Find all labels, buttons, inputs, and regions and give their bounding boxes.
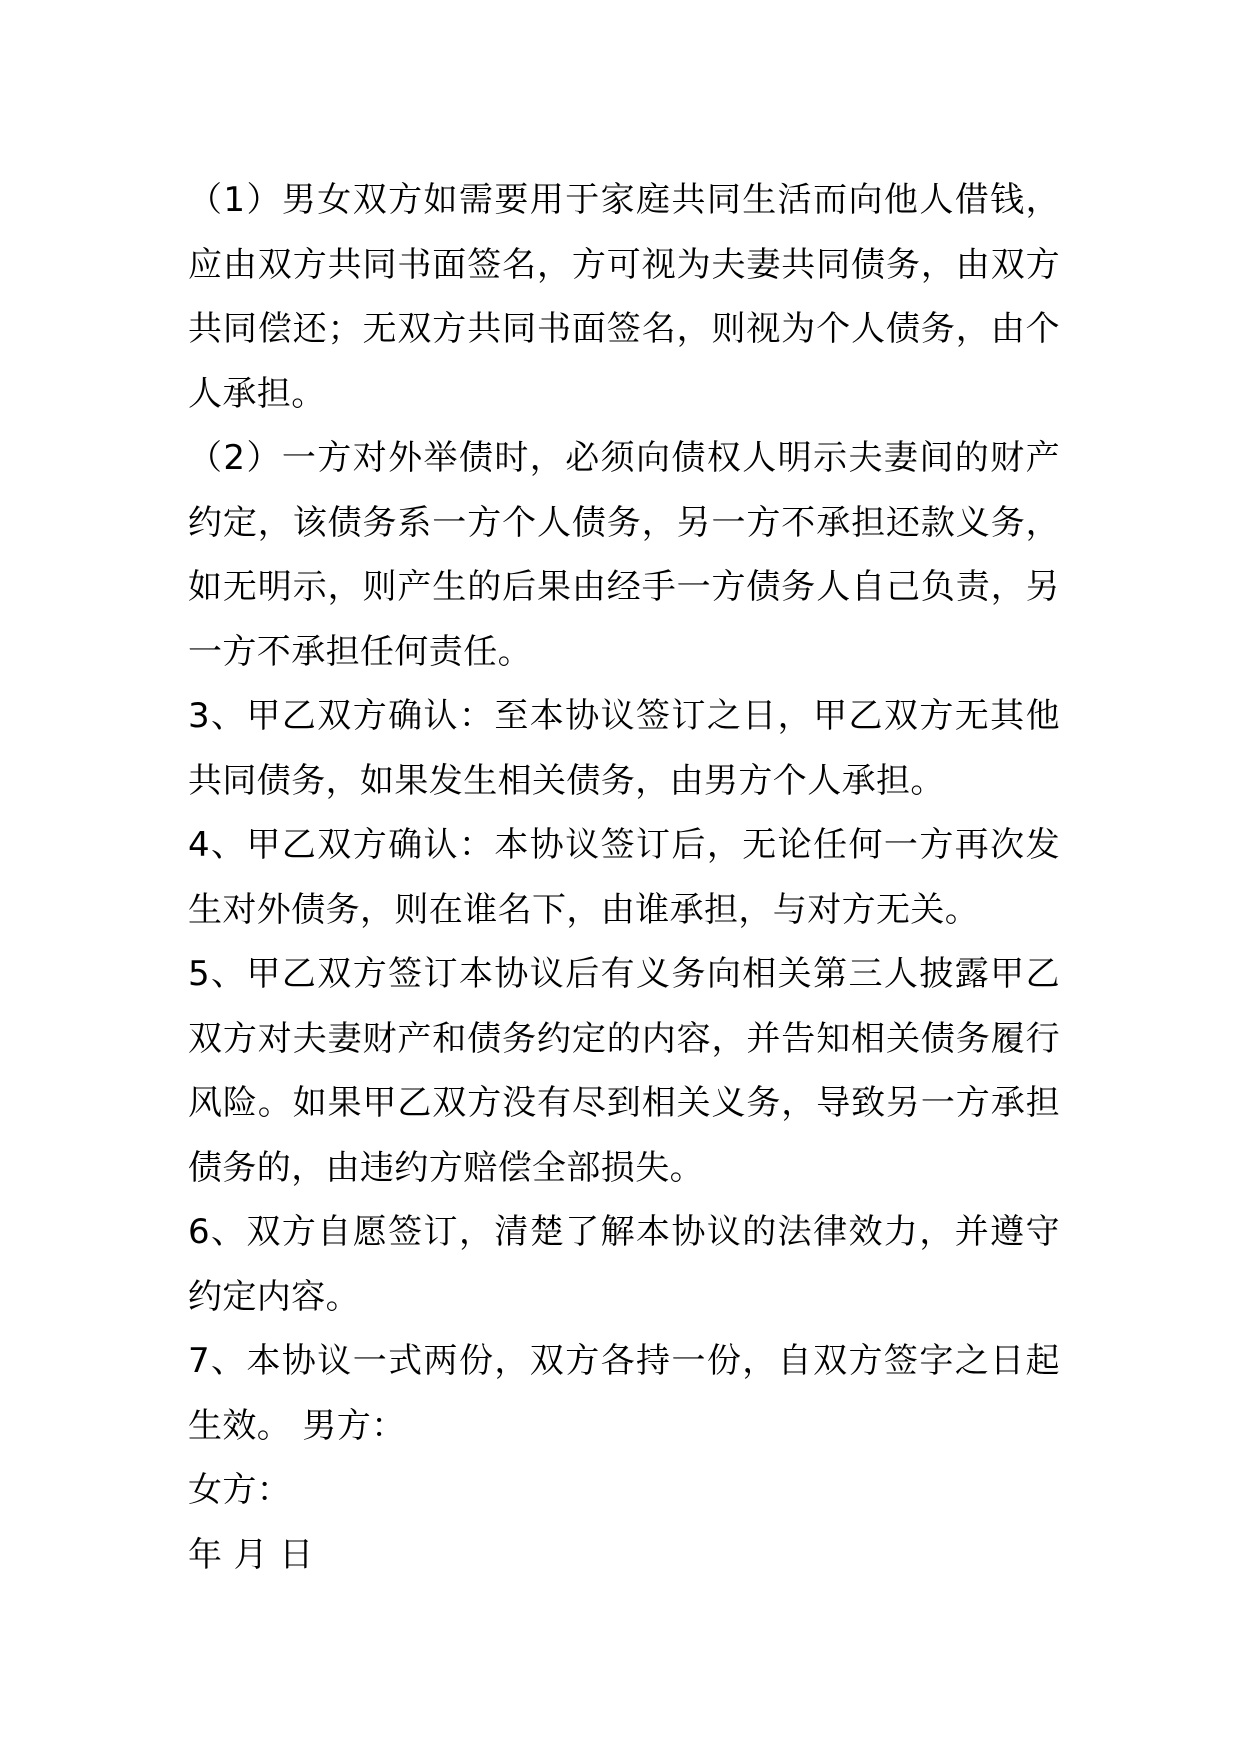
document-body bbox=[188, 168, 1060, 1587]
clause-external-debt-disclosure: （2）一方对外举债时，必须向债权人明示夫妻间的财产约定，该债务系一方个人债务，另一方不承担还款义务，如无明示，则产生的后果由经手一方债务人自己负责，另一方不承担任何责任。 bbox=[188, 438, 1060, 672]
clause-debt-borrowing: （1）男女双方如需要用于家庭共同生活而向他人借钱，应由双方共同书面签名，方可视为夫妻共同债务，由双方共同偿还；无双方共同书面签名，则视为个人债务，由个人承担。 bbox=[188, 180, 1060, 414]
clause-6-voluntary-signing: 6、双方自愿签订，清楚了解本协议的法律效力，并遵守约定内容。 bbox=[188, 1212, 1060, 1317]
clause-4-future-debts: 4、甲乙双方确认：本协议签订后，无论任何一方再次发生对外债务，则在谁名下，由谁承担，与对方无关。 bbox=[188, 825, 1060, 930]
clause-3-existing-debts: 3、甲乙双方确认：至本协议签订之日，甲乙双方无其他共同债务，如果发生相关债务，由男方个人承担。 bbox=[188, 696, 1060, 801]
clause-5-disclosure-duty: 5、甲乙双方签订本协议后有义务向相关第三人披露甲乙双方对夫妻财产和债务约定的内容，并告知相关债务履行风险。如果甲乙双方没有尽到相关义务，导致另一方承担债务的，由违约方赔偿全部损失。 bbox=[188, 954, 1060, 1188]
signature-date: 年 月 日 bbox=[188, 1534, 314, 1575]
clause-7-copies-and-effect: 7、本协议一式两份，双方各持一份，自双方签字之日起生效。 男方： bbox=[188, 1341, 1060, 1446]
signature-female-party: 女方： bbox=[188, 1470, 292, 1510]
